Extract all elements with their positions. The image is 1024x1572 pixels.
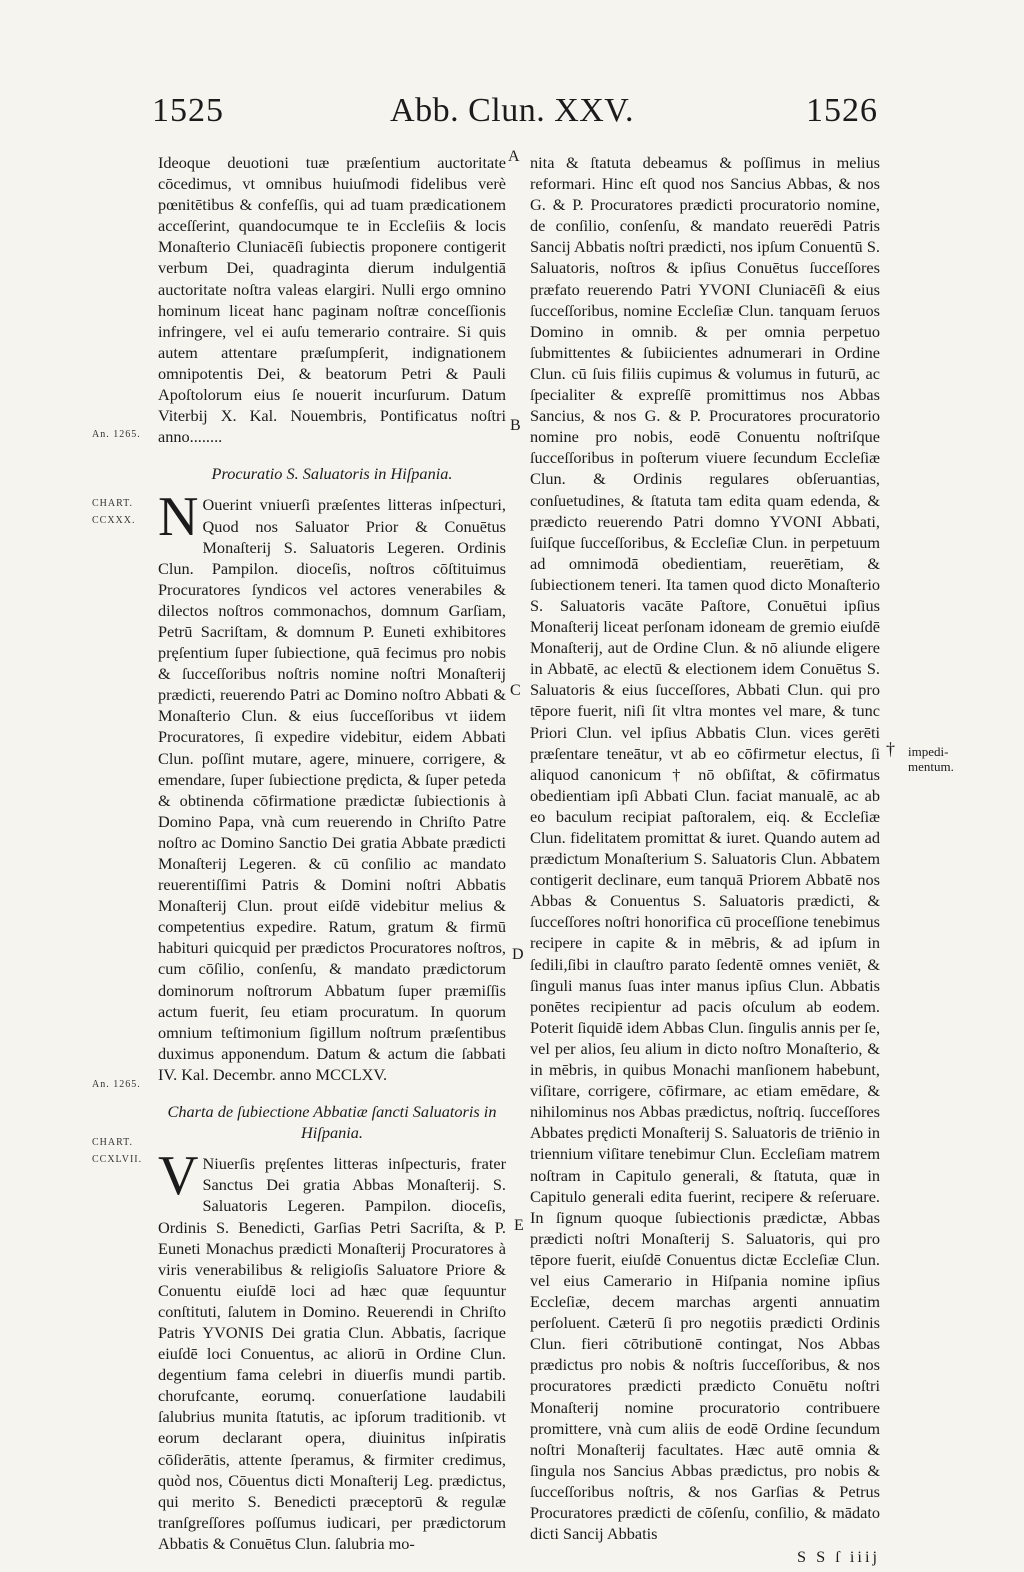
paragraph-indulgence: Ideoque deuotioni tuæ præſentium auctoritate cōcedimus, vt omnibus huiuſmodi fidelibus verè pœnitētibus & confeſſis, qui ad tuam prædicationem acceſſerint, quandocumque te in Eccleſiis & locis Monaſterio Cluniacēſi ſubiectis proponere contigerit verbum Dei, quadraginta dierum indulgentiā auctoritate noſtra valeas elargiri. Nulli ergo omnino hominum liceat hanc paginam noſtræ conceſſionis infringere, vel ei auſu temerario contraire. Si quis autem attentare præſumpſerit, indignationem omnipotentis Dei, & beatorum Petri & Pauli Apoſtolorum eius ſe nouerit incurſurum. Datum Viterbij X. Kal. Nouembris, Pontificatus noſtri anno........ [158,153,506,447]
paragraph-charta [158,1145,506,1554]
paragraph-continuation: nita & ſtatuta debeamus & poſſimus in melius reformari. Hinc eſt quod nos Sancius Abbas, & nos G. & P. Procuratores prædicti procuratorio nomine, de conſilio, conſenſu, & mandato reuerēdi Patris Sancij Abbatis noſtri prædicti, nos ipſum Conuentū S. Saluatoris, noſtros & ipſius Conuētus ſucceſſores præfato reuerendo Patri YVONI Cluniacēſi & eius ſucceſſoribus, nomine Eccleſiæ Clun. tanquam ſeruos Domino in omnib. & per omnia perpetuo ſubmittentes & ſubiicientes adnumerari in Ordine Clun. cū ſuis filiis cupimus & volumus in futurū, ac ſpecialiter & expreſſē promittimus nos Abbas Sancius, & nos G. & P. Procuratores procuratorio nomine pro nobis, eodē Conuentu noſtriſque ſucceſſoribus in poſterum viuere ſecundum Eccleſiæ Clun. & Ordinis regulares obſeruantias, conſuetudines, & ſtatuta tam edita quam edenda, & prædicto reuerendo Patri domno YVONI Abbati, ſuiſque ſucceſſoribus, & Eccleſiæ Clun. in perpetuum ad omnimodā obedientiam, reuerētiam, & ſubiectionem teneri. Ita tamen quod dicto Monaſterio S. Saluatoris vacāte Paſtore, Conuētui ipſius Monaſterij liceat perſonam idoneam de gremio eiuſdē Monaſterij, aut de Ordine Clun. & nō aliunde eligere in Abbatē, ac electū & electionem idem Conuētus S. Saluatoris & eius ſucceſſores, Abbati Clun. qui pro tēpore fuerit, niſi ſit vltra montes vel mare, & tunc Priori Clun. vel ipſius Abbatis Clun. vices gerēti præſentare teneātur, vt ab eo cōfirmetur electus, ſi aliquod canonicum † nō obſiſtat, & cōfirmatus obedientiam ipſi Abbati Clun. faciat manualē, ac ab eo baculum recipiat paſtoralem, eiq. & Eccleſiæ Clun. fidelitatem promittat & iuret. Quando autem ad prædictum Monaſterium S. Saluatoris Clun. Abbatem contigerit declinare, eum tanquā Priorem Abbatē nos Abbas & Conuentus S. Saluatoris prædicti, & ſucceſſores noſtri honorifica cū proceſſione tenebimus recipere in capite & in mēbris, & ad ipſum in ſedili,ſibi in clauſtro parato ſedentē omnes veniēt, & ſinguli manus ſuas inter manus ipſius Clun. Abbatis ponētes recipientur ad pacis oſculum ab eodem. Poterit ſiquidē idem Abbas Clun. ſingulis annis per ſe, vel per alios, ſeu alium in dicto noſtro Monaſterio, & in mēbris, in quibus Monachi manſionem habebunt, viſitare, corrigere, cōfirmare, ac etiam emēdare, & nihilominus nos Abbas prædictus, noſtriq. ſucceſſores Abbates prędicti Monaſterij S. Saluatoris de triēnio in triennium viſitare tenebimur Clun. Eccleſiam matrem noſtram in Capitulo generali, & ſtatuta, quæ in Capitulo generali edita fuerint, recipere & reſeruare. In ſignum quoque ſubiectionis prædictæ, Abbas prædicti noſtri Monaſterij S. Saluatoris, qui pro tēpore fuerit, eiuſdē Conuentus dictæ Eccleſiæ Clun. vel eius Camerario in Hiſpania nomine ipſius Eccleſiæ, decem marchas argenti annuatim perſoluent. Cæterū ſi pro negotiis prædicti Ordinis Clun. fieri cōtributionē contingat, Nos Abbas prædictus pro nobis & noſtris ſucceſſoribus, & nos procuratores prædicti prædicto Conuētu noſtri Monaſterij nomine procuratorio contribuere promittere, vnà cum aliis de eodē Ordine ſecundum noſtri Monaſterij facultates. Hæc autē omnia & ſingula nos Sancius Abbas prædictus, pro nobis & ſucceſſoribus noſtris, & nos Garſias & Petrus Procuratores prædicti de cōſenſu, conſilio, & mādato dicti Sancij Abbatis [530,153,881,1544]
sidenote-dagger: † [886,739,895,759]
section-letter-d: D [512,946,524,963]
section-letter-b: B [510,417,521,434]
margin-chart-label: CHART. [92,1137,134,1148]
page-header [0,92,1024,132]
sidenote-text: impedi-mentum. [908,744,954,774]
left-text-column [158,152,506,1554]
section-letter-e: E [514,1217,524,1234]
right-text-column [530,152,880,1567]
margin-year-note: An. 1265. [92,1079,141,1090]
margin-chart-number: CCXXX. [92,515,136,526]
paragraph-procuratio-text: Ouerint vniuerſi præſentes litteras inſpecturi, Quod nos Saluator Prior & Conuētus Monaſterij S. Saluatoris Legeren. Ordinis Clun. Pampilon. dioceſis, noſtros cōſtituimus Procuratores ſyndicos vel actores venerabiles & dilectos noſtros commonachos, domnum Garſiam, Petrū Sacriſtam, & domnum P. Euneti exhibitores pręſentium ſuper ſubiectione, quā fecimus pro nobis & ſucceſſoribus noſtris nomine noſtri Monaſterij prædicti, reuerendo Patri ac Domino noſtro Abbati & Monaſterio Clun. & eius ſucceſſoribus vt iidem Procuratores, ſi expedire videbitur, eidem Abbati Clun. poſſint mutare, agere, minuere, corrigere, & emendare, ſuper ſubiectione prędicta, & ſuper peteda & obtinenda cōfirmatione prædictæ ſubiectionis à Domino Papa, vnà cum reuerendo in Chriſto Patre noſtro ac Domino Sanctio Dei gratia Abbate prædicti Monaſterij Legeren. & cū conſilio ac mandato reuerentiſſimi Patris & Domini noſtri Abbatis Monaſterij Clun. prout eiſdē videbitur melius & competentius expedire. Ratum, gratum & firmū habituri quicquid per prædictos Procuratores noſtros, cum cōſilio, conſenſu, & mandato prædictorum dominorum noſtrorum Abbatum ſuper præmiſſis actum fuerit, ſeu etiam procuratum. In quorum omnium teſtimonium ſigillum noſtrum præſentibus duximus apponendum. Datum & actum die ſabbati IV. Kal. Decembr. anno MCCLXV. [158,495,506,1084]
paragraph-charta-text: Niuerſis pręſentes litteras inſpecturis, frater Sanctus Dei gratia Abbas Monaſterij. S. Saluatoris Legeren. Pampilon. dioceſis, Ordinis S. Benedicti, Garſias Petri Sacriſta, & P. Euneti Monachus prædicti Monaſterij Procuratores à viris venerabilibus & religioſis Saluatore Priore & Conuentu eiuſdē loci ad hæc quæ ſequuntur conſtituti, ſalutem in Domino. Reuerendi in Chriſto Patris YVONIS Dei gratia Clun. Abbatis, ſacrique eiuſdē loci Conuentus, ac aliorū in Ordine Clun. degentium fama celebri in diuerſis mundi partib. chorufcante, eorumq. conuerſatione laudabili ſalubrius munita ſtatutis, ac ipſorum traditionib. vt eorum declarant opera, diuinitus inſpiratis cōſiderātis, attente ſperamus, & firmiter credimus, quòd nos, Cōuentus dicti Monaſterij Leg. prædictus, qui merito S. Benedicti præceptorū & regulæ tranſgreſſores poſſumus iudicari, per prædictorum Abbatis & Conuētus Clun. ſalubria mo- [158,1154,506,1553]
section-heading-procuratio: Procuratio S. Saluatoris in Hiſpania. [211,464,453,484]
margin-chart-label: CHART. [92,498,134,509]
drop-cap: V [158,1145,199,1208]
margin-chart-number: CCXLVII. [92,1154,143,1165]
paragraph-procuratio [158,486,506,1085]
section-letter-a: A [508,148,520,165]
drop-cap: N [158,486,199,549]
margin-year-note: An. 1265. [92,429,141,440]
page-number-left: 1525 [152,92,224,129]
running-title: Abb. Clun. XXV. [390,92,634,129]
section-heading-charta: Charta de ſubiectione Abbatiæ ſancti Saluatoris in Hiſpania. [167,1102,497,1143]
signature-mark: S S ſ iiij [797,1547,880,1567]
section-letter-c: C [510,682,521,699]
page-number-right: 1526 [806,92,878,129]
